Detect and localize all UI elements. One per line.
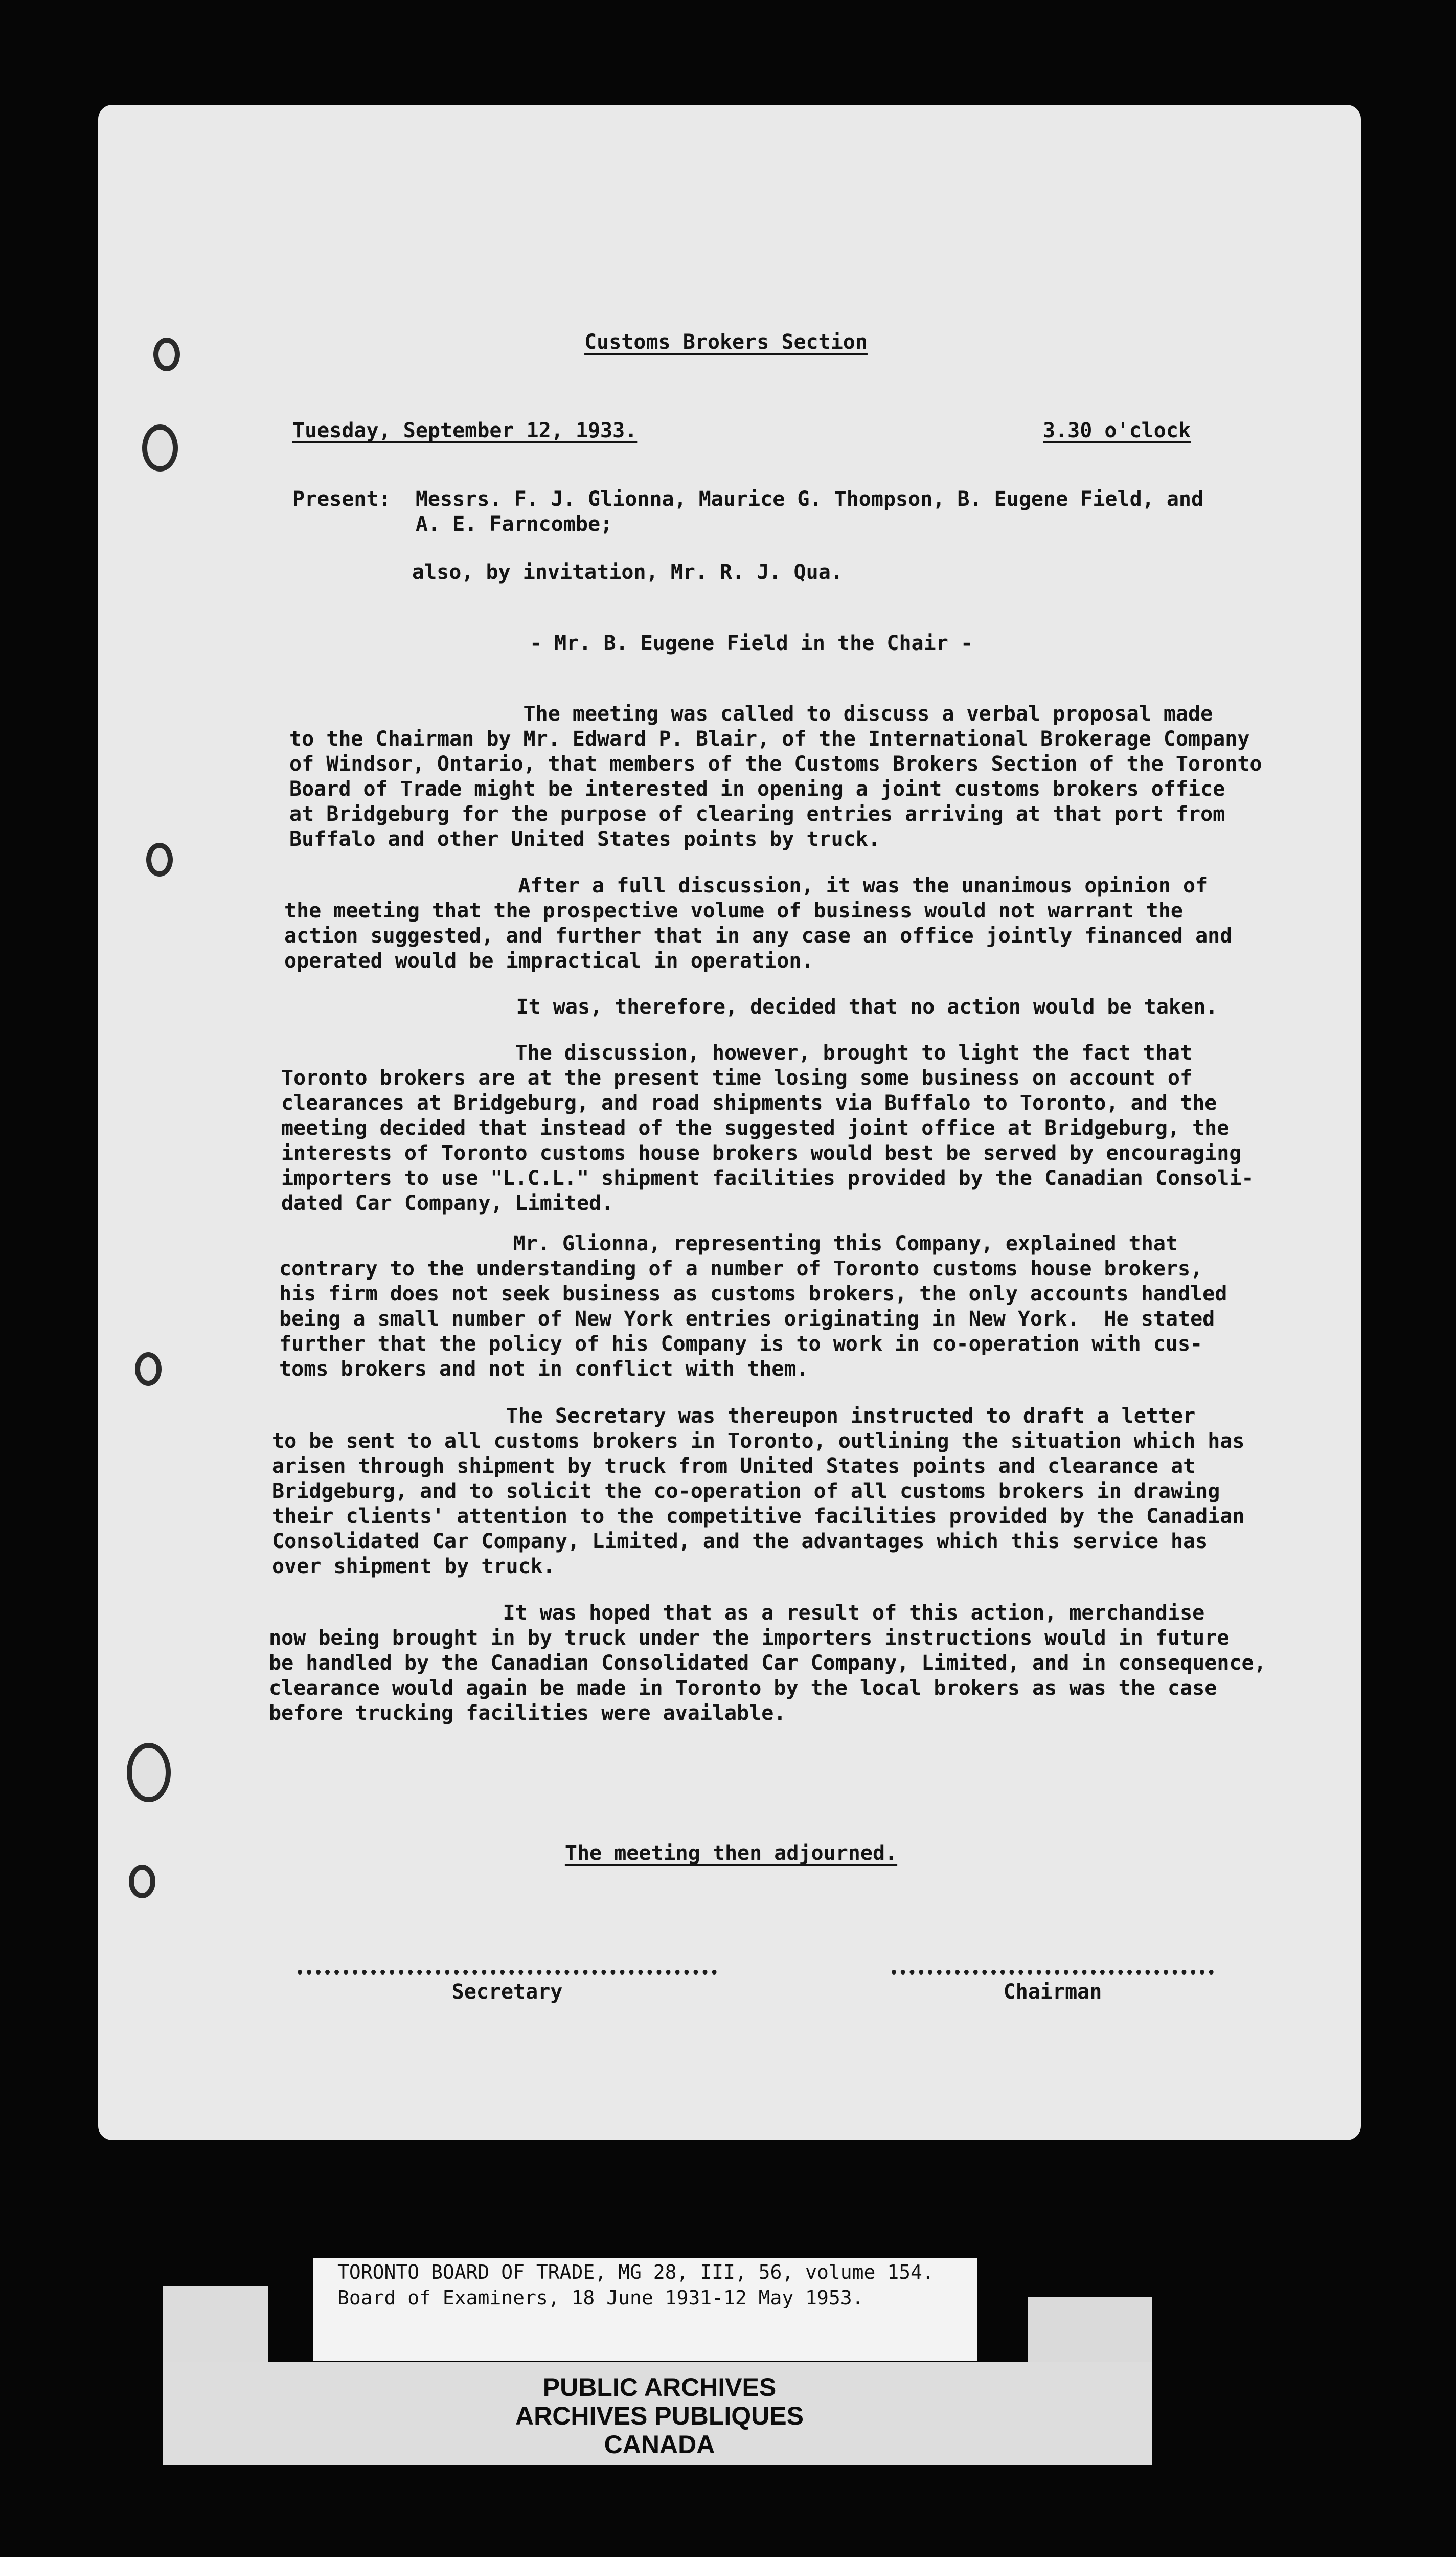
- invitation-line: also, by invitation, Mr. R. J. Qua.: [412, 560, 843, 584]
- paragraph-discussion: After a full discussion, it was the unanimous opinion of the meeting that the prospective volume of business would not warrant the action suggested, and further that in any case an office jointly financed and operated would be impractical in operation.: [284, 874, 1233, 973]
- archive-line-3: CANADA: [604, 2430, 715, 2459]
- section-title: Customs Brokers Section: [584, 330, 868, 354]
- punch-hole: [146, 843, 173, 877]
- punch-hole: [153, 338, 180, 371]
- punch-hole: [127, 1743, 171, 1802]
- paragraph-decision: It was, therefore, decided that no action would be taken.: [282, 995, 1218, 1019]
- paragraph-secretary: The Secretary was thereupon instructed to draft a letter to be sent to all customs brokers in Toronto, outlining the situation which has arisen through shipment by truck from United States points and clearance at Bridgeburg, and to solicit the co-operation of all customs brokers in drawing their clients' attention to the competitive facilities provided by the Canadian Consolidated Car Company, Limited, and the advantages which this service has over shipment by truck.: [272, 1404, 1245, 1578]
- punch-hole: [129, 1865, 155, 1898]
- adjourned-line: The meeting then adjourned.: [564, 1842, 898, 1865]
- chairman-label: Chairman: [1003, 1980, 1102, 2004]
- paragraph-glionna: Mr. Glionna, representing this Company, explained that contrary to the understanding of a number of Toronto customs house brokers, his firm does not seek business as customs brokers, the only accounts handled being a small number of New York entries originating in New York. He stated further that the policy of his Company is to work in co-operation with cus- toms brokers and not in conflict with them.: [279, 1232, 1227, 1381]
- paragraph-outcome: It was hoped that as a result of this action, merchandise now being brought in by truck under the importers instructions would in future be handled by the Canadian Consolidated Car Company, Limited, and in consequence, clearance would again be made in Toronto by the local brokers as was the case before trucking facilities were available.: [269, 1601, 1266, 1725]
- chairman-signature-line: [892, 1970, 1214, 1975]
- punch-hole: [135, 1352, 162, 1386]
- meeting-time: 3.30 o'clock: [1043, 419, 1191, 442]
- paragraph-proposal: The meeting was called to discuss a verbal proposal made to the Chairman by Mr. Edward P. Blair, of the International Brokerage Company of Windsor, Ontario, that members of the Customs Brokers Section of the Toronto Board of Trade might be interested in opening a joint customs brokers office at Bridgeburg for the purpose of clearing entries arriving at that port from Buffalo and other United States points by truck.: [289, 702, 1262, 851]
- meeting-date: Tuesday, September 12, 1933.: [292, 419, 638, 442]
- paragraph-findings: The discussion, however, brought to light the fact that Toronto brokers are at the present time losing some business on account of clearances at Bridgeburg, and road shipments via Buffalo to Toronto, and the meeting decided that instead of the suggested joint office at Bridgeburg, the interests of Toronto customs house brokers would best be served by encouraging importers to use "L.C.L." shipment facilities provided by the Canadian Consoli- dated Car Company, Limited.: [281, 1041, 1254, 1215]
- archive-stamp: [327, 2373, 992, 2459]
- secretary-signature-line: [298, 1970, 717, 1975]
- archive-reference: TORONTO BOARD OF TRADE, MG 28, III, 56, volume 154. Board of Examiners, 18 June 1931-12 May 1953.: [337, 2261, 934, 2309]
- punch-hole: [142, 424, 178, 472]
- archive-line-2: ARCHIVES PUBLIQUES: [515, 2402, 804, 2430]
- secretary-label: Secretary: [451, 1980, 563, 2004]
- attendees: Present: Messrs. F. J. Glionna, Maurice G. Thompson, B. Eugene Field, and A. E. Farncombe;: [292, 487, 1204, 536]
- archive-line-1: PUBLIC ARCHIVES: [542, 2373, 777, 2402]
- chair-line: - Mr. B. Eugene Field in the Chair -: [530, 632, 973, 655]
